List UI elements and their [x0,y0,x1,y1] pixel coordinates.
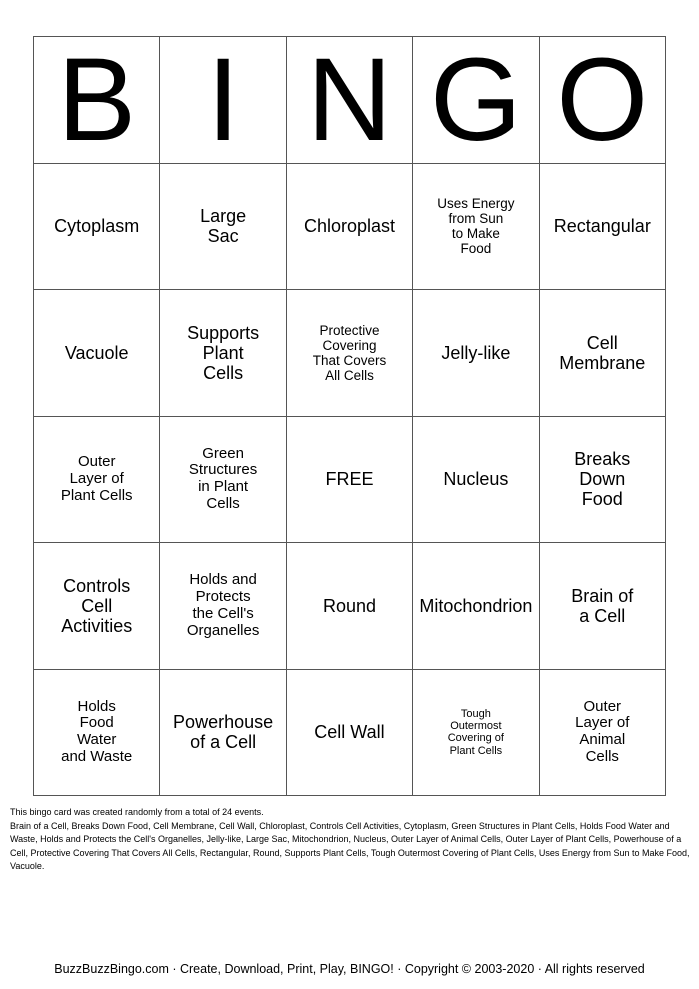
card-row-5 [34,669,666,796]
bingo-cell: Cell Membrane [539,290,665,417]
header-letter-b: B [34,37,160,164]
card-row-4 [34,543,666,670]
bingo-cell: Controls Cell Activities [34,543,160,670]
bingo-cell: Large Sac [160,163,286,290]
bingo-cell: Holds Food Water and Waste [34,669,160,796]
free-space: FREE [286,416,412,543]
bingo-cell: Cytoplasm [34,163,160,290]
bingo-cell: Tough Outermost Covering of Plant Cells [413,669,539,796]
bingo-card [33,33,666,796]
bingo-cell: Green Structures in Plant Cells [160,416,286,543]
bingo-cell: Mitochondrion [413,543,539,670]
bingo-cell: Vacuole [34,290,160,417]
header-letter-n: N [286,37,412,164]
card-row-2 [34,290,666,417]
note-intro: This bingo card was created randomly from a total of 24 events. [10,807,264,817]
card-row-1 [34,163,666,290]
header-letter-g: G [413,37,539,164]
bingo-cell: Chloroplast [286,163,412,290]
bingo-cell: Round [286,543,412,670]
bingo-cell: Outer Layer of Plant Cells [34,416,160,543]
bingo-cell: Jelly-like [413,290,539,417]
bingo-cell: Breaks Down Food [539,416,665,543]
site-footer: BuzzBuzzBingo.com · Create, Download, Print, Play, BINGO! · Copyright © 2003-2020 · All rights reserved [54,962,645,976]
note-events: Brain of a Cell, Breaks Down Food, Cell Membrane, Cell Wall, Chloroplast, Controls Cell Activities, Cytoplasm, Green Structures in Plant Cells, Holds Food Water and Waste, Holds and Protects the Cell's Organelles, Jelly-like, Large Sac, Mitochondrion, Nucleus, Outer Layer of Animal Cells, Outer Layer of Plant Cells, Powerhouse of a Cell, Protective Covering That Covers All Cells, Rectangular, Round, Supports Plant Cells, Tough Outermost Covering of Plant Cells, Uses Energy from Sun to Make Food, Vacuole. [10,820,690,871]
bingo-cell: Holds and Protects the Cell's Organelles [160,543,286,670]
card-row-3 [34,416,666,543]
event-list-note [10,806,690,874]
bingo-cell: Uses Energy from Sun to Make Food [413,163,539,290]
bingo-cell: Protective Covering That Covers All Cells [286,290,412,417]
bingo-cell: Rectangular [539,163,665,290]
bingo-cell: Outer Layer of Animal Cells [539,669,665,796]
header-row [34,37,666,164]
bingo-cell: Powerhouse of a Cell [160,669,286,796]
bingo-cell: Brain of a Cell [539,543,665,670]
bingo-cell: Nucleus [413,416,539,543]
header-letter-i: I [160,37,286,164]
bingo-cell: Supports Plant Cells [160,290,286,417]
bingo-cell: Cell Wall [286,669,412,796]
header-letter-o: O [539,37,665,164]
